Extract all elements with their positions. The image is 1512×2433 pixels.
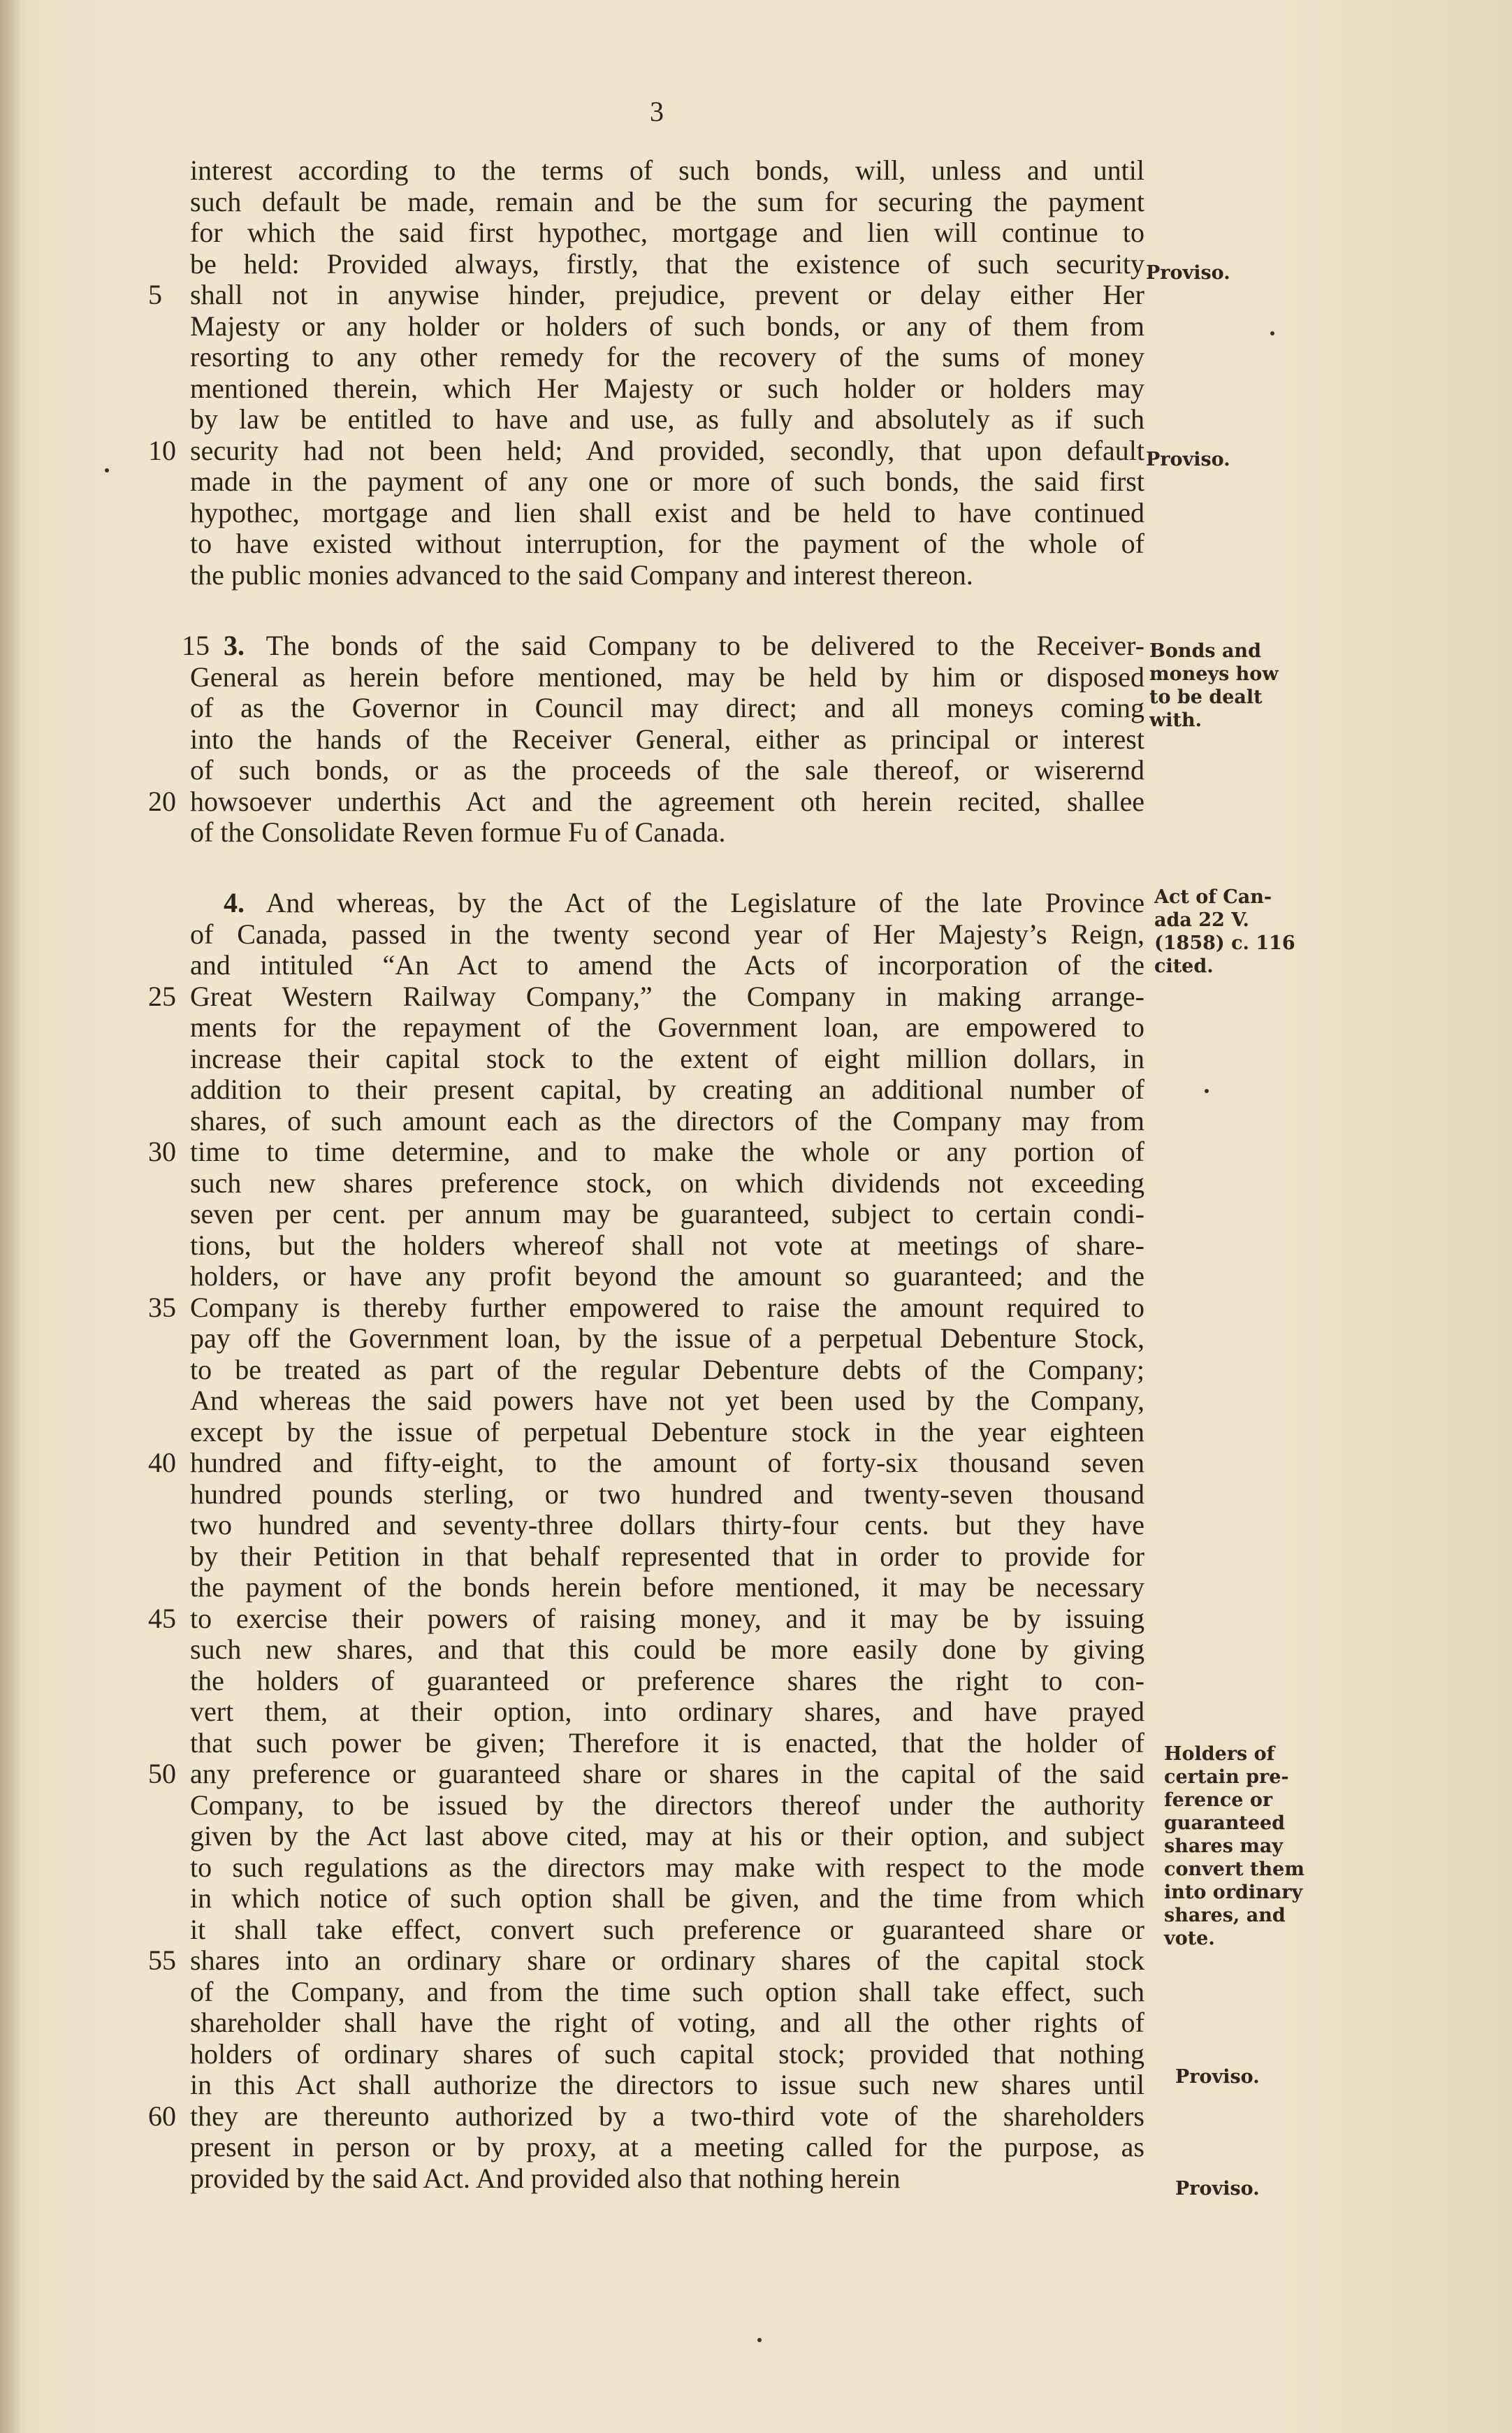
marginal-note-holders [1164,1742,1304,1950]
line-text: they are thereunto authorized by a two-third vote of the shareholders [190,2100,1144,2132]
line-text: vert them, at their option, into ordinary shares, and have prayed [190,1696,1144,1727]
line-text: resorting to any other remedy for the recovery of the sums of money [190,341,1144,373]
text-line [190,2163,1144,2195]
line-text: General as herein before mentioned, may be held by him or disposed [190,660,1144,693]
line-text: in which notice of such option shall be given, and the time from which [190,1882,1144,1914]
marginal-note-line: ference or [1164,1789,1273,1811]
line-text: of Canada, passed in the twenty second year of Her Majesty’s Reign, [190,918,1144,950]
line-number: 5 [148,279,162,310]
text-line [190,404,1144,435]
text-line [190,1044,1144,1075]
text-line [190,817,1144,849]
line-number: 10 [148,434,176,466]
marginal-note-proviso [1146,448,1230,471]
marginal-note-act-canada [1154,886,1295,978]
line-text: of the Consolidate Reven formue Fu of Canada. [190,816,726,848]
text-line [190,249,1144,280]
line-text: tions, but the holders whereof shall not vote at meetings of share- [190,1229,1144,1261]
line-text: Company is thereby further empowered to raise the amount required to [190,1291,1144,1323]
text-line [148,1291,1144,1324]
text-line [190,528,1144,560]
marginal-note-line: Holders of [1164,1743,1275,1765]
line-text: by law be entitled to have and use, as fully and absolutely as if such [190,403,1144,435]
line-text: two hundred and seventy-three dollars thirty-four cents. but they have [190,1509,1144,1540]
line-text: the payment of the bonds herein before mentioned, it may be necessary [190,1571,1144,1603]
text-line [190,311,1144,342]
text-line [190,2132,1144,2163]
text-line [190,1012,1144,1044]
text-line [190,1666,1144,1697]
line-text: to have existed without interruption, for the payment of the whole of [190,528,1144,559]
line-text: to such regulations as the directors may make with respect to the mode [190,1851,1144,1883]
line-text: pay off the Government loan, by the issue of a perpetual Debenture Stock, [190,1322,1144,1354]
text-line [190,888,1144,919]
text-line [190,1199,1144,1230]
line-text: And whereas, by the Act of the Legislature of the late Province [266,887,1144,918]
text-line [190,950,1144,981]
text-line [190,498,1144,529]
line-text: And whereas the said powers have not yet been used by the Company, [190,1385,1144,1416]
text-line [190,217,1144,249]
line-text: of the Company, and from the time such option shall take effect, such [190,1975,1144,2007]
text-line [148,279,1144,311]
ink-speck [105,468,109,472]
text-line [190,1510,1144,1541]
text-line [190,466,1144,498]
marginal-note-line: shares may [1164,1835,1284,1857]
marginal-note-line: guaranteed [1164,1812,1286,1834]
line-text: shareholder shall have the right of voting, and all the other rights of [190,2007,1144,2038]
line-number: 15 [182,630,210,661]
line-text: in this Act shall authorize the directors to issue such new shares until [190,2069,1144,2100]
line-number: 20 [148,785,176,817]
line-text: any preference or guaranteed share or shares in the capital of the said [190,1758,1144,1789]
text-line [190,1385,1144,1417]
text-line [190,2007,1144,2039]
text-line [190,1821,1144,1852]
text-line [190,693,1144,724]
marginal-note-line: Proviso. [1146,262,1230,284]
line-text: increase their capital stock to the extent of eight million dollars, in [190,1042,1144,1074]
section-number: 3. [224,630,245,661]
line-text: into the hands of the Receiver General, either as principal or interest [190,723,1144,755]
line-text: the public monies advanced to the said Company and interest thereon. [190,558,973,591]
marginal-note-line: to be dealt [1149,686,1263,708]
text-line [190,1355,1144,1386]
marginal-note-line: (1858) c. 116 [1154,932,1295,954]
text-line [190,1696,1144,1728]
text-line [190,1977,1144,2008]
text-line [148,980,1144,1013]
marginal-note-line: Proviso. [1175,2178,1260,2200]
marginal-note-line: Bonds and [1149,640,1261,662]
text-line [190,1634,1144,1666]
marginal-note-line: moneys how [1149,663,1279,685]
line-text: the holders of guaranteed or preference shares the right to con- [190,1664,1144,1696]
line-text: it shall take effect, convert such preference or guaranteed share or [190,1913,1144,1945]
text-line [190,919,1144,951]
text-line [190,1728,1144,1759]
line-text: to exercise their powers of raising money, and it may be by issuing [190,1602,1144,1634]
text-line [148,1447,1144,1479]
marginal-note-line: cited. [1154,955,1214,977]
line-text: of as the Governor in Council may direct; and all moneys coming [190,692,1144,723]
line-text: that such power be given; Therefore it is enacted, that the holder of [190,1726,1144,1759]
line-text: hundred pounds sterling, or two hundred and twenty-seven thousand [190,1478,1144,1510]
text-line [190,1417,1144,1448]
text-line [148,1758,1144,1790]
page-number: 3 [650,96,664,127]
text-line [148,1136,1144,1168]
text-line [190,1168,1144,1199]
text-line [190,2039,1144,2070]
line-text: hypothec, mortgage and lien shall exist and be held to have continued [190,496,1144,528]
text-line [190,2070,1144,2101]
text-line [190,1479,1144,1510]
line-text: security had not been held; And provided, secondly, that upon default [190,434,1144,466]
line-number: 60 [148,2100,176,2132]
line-number: 25 [148,980,176,1012]
section-number: 4. [224,887,245,918]
line-text: shares into an ordinary share or ordinary shares of the capital stock [190,1944,1144,1976]
text-line [190,155,1144,187]
marginal-note-line: shares, and [1164,1905,1286,1926]
line-text: such new shares, and that this could be more easily done by giving [190,1633,1144,1665]
line-number: 35 [148,1291,176,1323]
marginal-note-line: Act of Can- [1154,886,1272,908]
line-text: Majesty or any holder or holders of such bonds, or any of them from [190,310,1144,342]
marginal-note-bonds-moneys [1149,640,1279,732]
text-line [190,342,1144,373]
marginal-note-line: convert them [1164,1858,1304,1880]
text-line [190,1790,1144,1821]
marginal-note-proviso [1175,2177,1260,2200]
text-line [148,785,1144,818]
ink-speck [1205,1089,1209,1093]
text-line [190,1261,1144,1292]
line-text: except by the issue of perpetual Debenture stock in the year eighteen [190,1415,1144,1447]
line-text: holders of ordinary shares of such capital stock; provided that nothing [190,2037,1144,2070]
text-line [182,630,1144,662]
text-line [190,1106,1144,1137]
page-edge-shadow [0,0,21,2433]
line-number: 40 [148,1447,176,1478]
ink-speck [757,2338,762,2342]
line-text: for which the said first hypothec, mortgage and lien will continue to [190,217,1144,248]
marginal-note-line: vote. [1164,1928,1215,1949]
line-text: to be treated as part of the regular Debenture debts of the Company; [190,1353,1144,1385]
text-line [190,1883,1144,1914]
text-line [148,2100,1144,2132]
marginal-note-line: Proviso. [1175,2066,1260,2088]
line-number: 55 [148,1944,176,1976]
line-number: 30 [148,1136,176,1167]
text-line [190,187,1144,218]
line-text: mentioned therein, which Her Majesty or such holder or holders may [190,372,1144,404]
marginal-note-line: into ordinary [1164,1882,1303,1903]
line-text: holders, or have any profit beyond the amount so guaranteed; and the [190,1260,1144,1292]
text-line [190,560,1144,591]
paragraph-section-3 [148,630,1144,849]
marginal-note-line: with. [1149,709,1202,731]
line-text: present in person or by proxy, at a meeting called for the purpose, as [190,2131,1144,2163]
line-text: hundred and fifty-eight, to the amount of forty-six thousand seven [190,1447,1144,1478]
line-text: provided by the said Act. And provided also that nothing herein [190,2162,901,2194]
line-text: be held: Provided always, firstly, that the existence of such security [190,247,1144,280]
text-line [148,1944,1144,1977]
text-line [190,373,1144,405]
line-text: time to time determine, and to make the whole or any portion of [190,1136,1144,1167]
line-text: interest according to the terms of such bonds, will, unless and until [190,154,1144,186]
text-line [190,1074,1144,1106]
line-text: Company, to be issued by the directors thereof under the authority [190,1789,1144,1821]
marginal-note-line: ada 22 V. [1154,909,1249,931]
line-text: given by the Act last above cited, may at his or their option, and subject [190,1820,1144,1851]
text-line [190,662,1144,693]
line-text: addition to their present capital, by creating an additional number of [190,1074,1144,1105]
line-text: shall not in anywise hinder, prejudice, prevent or delay either Her [190,279,1144,310]
line-number: 50 [148,1758,176,1789]
text-line [190,1541,1144,1573]
ink-speck [1270,331,1274,335]
line-text: made in the payment of any one or more of such bonds, the said first [190,465,1144,497]
line-text: of such bonds, or as the proceeds of the sale thereof, or wiserernd [190,754,1144,786]
text-line [190,1230,1144,1262]
text-line [190,724,1144,756]
marginal-note-proviso [1146,261,1230,284]
line-text: ments for the repayment of the Government loan, are empowered to [190,1011,1144,1043]
line-text: and intituled “An Act to amend the Acts of incorporation of the [190,949,1144,981]
text-line [190,755,1144,786]
paragraph-continuation [148,154,1144,591]
paragraph-section-4 [148,887,1144,2194]
text-line [190,1852,1144,1884]
line-text: by their Petition in that behalf represented that in order to provide for [190,1540,1144,1572]
line-text: such default be made, remain and be the sum for securing the payment [190,185,1144,217]
text-line [148,434,1144,467]
text-line [148,1602,1144,1635]
marginal-note-proviso [1175,2065,1260,2088]
text-line [190,1323,1144,1355]
marginal-note-line: certain pre- [1164,1766,1289,1788]
line-text: such new shares preference stock, on which dividends not exceeding [190,1167,1144,1199]
marginal-note-line: Proviso. [1146,449,1230,470]
line-text: howsoever underthis Act and the agreement oth herein recited, shallee [190,785,1144,817]
text-line [190,1914,1144,1946]
line-number: 45 [148,1602,176,1634]
text-line [190,1572,1144,1603]
line-text: The bonds of the said Company to be delivered to the Receiver- [266,630,1144,661]
line-text: seven per cent. per annum may be guaranteed, subject to certain condi- [190,1198,1144,1229]
line-text: shares, of such amount each as the directors of the Company may from [190,1104,1144,1136]
line-text: Great Western Railway Company,” the Company in making arrange- [190,980,1144,1012]
